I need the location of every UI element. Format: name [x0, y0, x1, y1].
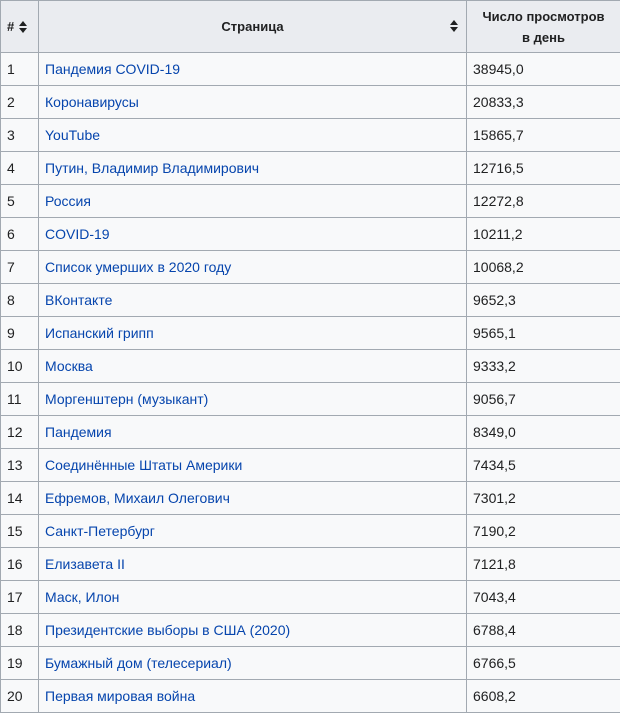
page-link[interactable]: Пандемия COVID-19 [45, 61, 180, 77]
rank-cell: 12 [1, 416, 39, 449]
rank-cell: 19 [1, 647, 39, 680]
rank-cell: 8 [1, 284, 39, 317]
page-link[interactable]: Москва [45, 358, 93, 374]
rank-cell: 15 [1, 515, 39, 548]
page-link[interactable]: Президентские выборы в США (2020) [45, 622, 290, 638]
sort-arrows-icon[interactable] [450, 20, 458, 32]
table-row [1, 647, 620, 680]
views-cell: 9565,1 [467, 317, 620, 350]
views-cell: 12272,8 [467, 185, 620, 218]
header-views-label-line1: Число просмотров [482, 6, 604, 27]
rank-cell: 16 [1, 548, 39, 581]
page-cell [39, 614, 467, 647]
table-row [1, 152, 620, 185]
page-cell [39, 86, 467, 119]
rank-cell: 13 [1, 449, 39, 482]
header-page[interactable] [39, 1, 467, 53]
sort-arrows-icon[interactable] [19, 21, 27, 33]
views-cell: 6766,5 [467, 647, 620, 680]
views-cell: 9333,2 [467, 350, 620, 383]
table-row [1, 284, 620, 317]
rank-cell: 14 [1, 482, 39, 515]
table-row [1, 218, 620, 251]
rank-cell: 7 [1, 251, 39, 284]
table-row [1, 317, 620, 350]
page-cell [39, 548, 467, 581]
page-link[interactable]: Россия [45, 193, 91, 209]
table-row [1, 350, 620, 383]
page-link[interactable]: Коронавирусы [45, 94, 139, 110]
page-cell [39, 152, 467, 185]
page-cell [39, 515, 467, 548]
rank-cell: 20 [1, 680, 39, 713]
page-link[interactable]: Моргенштерн (музыкант) [45, 391, 208, 407]
table-row [1, 119, 620, 152]
views-cell: 7121,8 [467, 548, 620, 581]
table-row [1, 86, 620, 119]
page-link[interactable]: Первая мировая война [45, 688, 195, 704]
page-cell [39, 680, 467, 713]
views-cell: 12716,5 [467, 152, 620, 185]
rank-cell: 1 [1, 53, 39, 86]
views-cell: 7190,2 [467, 515, 620, 548]
page-cell [39, 53, 467, 86]
page-link[interactable]: YouTube [45, 127, 100, 143]
page-cell [39, 284, 467, 317]
rank-cell: 6 [1, 218, 39, 251]
rank-cell: 2 [1, 86, 39, 119]
page-cell [39, 581, 467, 614]
views-cell: 9056,7 [467, 383, 620, 416]
views-cell: 9652,3 [467, 284, 620, 317]
table-row [1, 515, 620, 548]
page-link[interactable]: Маск, Илон [45, 589, 119, 605]
rank-cell: 4 [1, 152, 39, 185]
page-link[interactable]: Санкт-Петербург [45, 523, 155, 539]
page-cell [39, 317, 467, 350]
table-row [1, 449, 620, 482]
table-row [1, 383, 620, 416]
views-cell: 10068,2 [467, 251, 620, 284]
table-header-row [1, 1, 620, 53]
views-cell: 7434,5 [467, 449, 620, 482]
views-cell: 8349,0 [467, 416, 620, 449]
header-rank-label: # [7, 19, 14, 34]
page-link[interactable]: ВКонтакте [45, 292, 112, 308]
table-row [1, 53, 620, 86]
rank-cell: 18 [1, 614, 39, 647]
page-cell [39, 449, 467, 482]
rank-cell: 5 [1, 185, 39, 218]
rank-cell: 9 [1, 317, 39, 350]
page-cell [39, 416, 467, 449]
page-cell [39, 251, 467, 284]
page-link[interactable]: Соединённые Штаты Америки [45, 457, 242, 473]
rank-cell: 17 [1, 581, 39, 614]
views-cell: 6608,2 [467, 680, 620, 713]
table-row [1, 416, 620, 449]
page-cell [39, 218, 467, 251]
table-row [1, 614, 620, 647]
views-cell: 20833,3 [467, 86, 620, 119]
page-link[interactable]: Пандемия [45, 424, 112, 440]
header-page-label: Страница [221, 19, 283, 34]
page-cell [39, 482, 467, 515]
table-row [1, 581, 620, 614]
header-rank[interactable] [1, 1, 39, 53]
page-cell [39, 119, 467, 152]
rank-cell: 3 [1, 119, 39, 152]
table-row [1, 548, 620, 581]
table-row [1, 680, 620, 713]
page-link[interactable]: Елизавета II [45, 556, 125, 572]
page-link[interactable]: COVID-19 [45, 226, 110, 242]
views-cell: 10211,2 [467, 218, 620, 251]
page-cell [39, 647, 467, 680]
table-row [1, 482, 620, 515]
views-cell: 15865,7 [467, 119, 620, 152]
page-link[interactable]: Бумажный дом (телесериал) [45, 655, 232, 671]
table-row [1, 251, 620, 284]
page-link[interactable]: Ефремов, Михаил Олегович [45, 490, 230, 506]
page-cell [39, 350, 467, 383]
rank-cell: 10 [1, 350, 39, 383]
views-cell: 7043,4 [467, 581, 620, 614]
page-link[interactable]: Путин, Владимир Владимирович [45, 160, 259, 176]
rank-cell: 11 [1, 383, 39, 416]
header-views [467, 1, 620, 53]
views-cell: 38945,0 [467, 53, 620, 86]
views-cell: 7301,2 [467, 482, 620, 515]
page-cell [39, 185, 467, 218]
page-link[interactable]: Список умерших в 2020 году [45, 259, 231, 275]
table-row [1, 185, 620, 218]
header-views-label-line2: в день [522, 27, 565, 48]
page-cell [39, 383, 467, 416]
page-link[interactable]: Испанский грипп [45, 325, 154, 341]
views-cell: 6788,4 [467, 614, 620, 647]
